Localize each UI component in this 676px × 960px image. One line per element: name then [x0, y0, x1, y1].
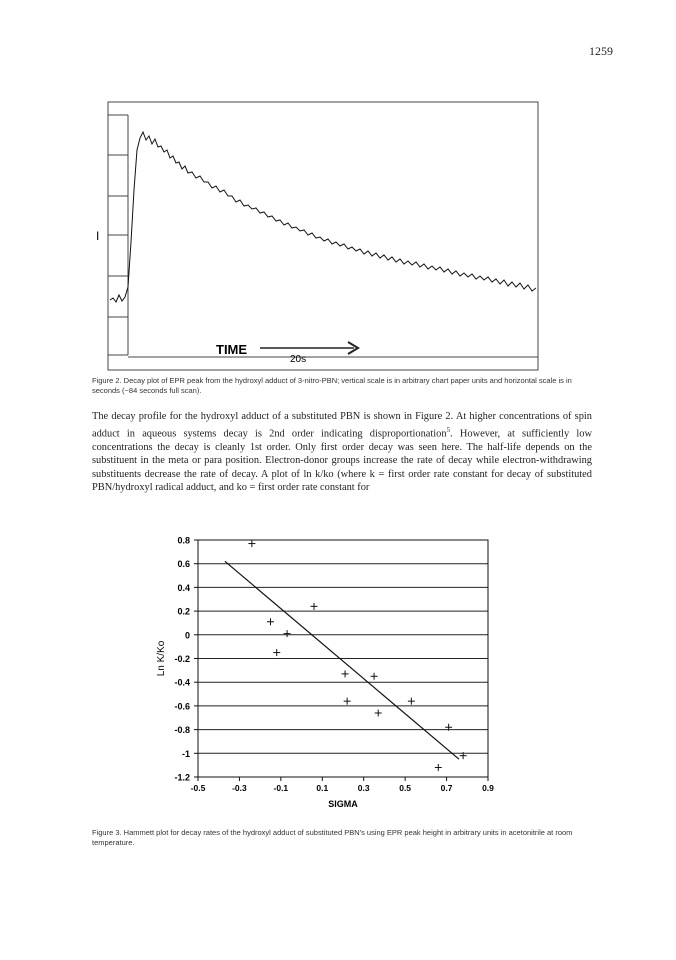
data-point-plus-marker: [284, 630, 291, 637]
figure-2-frame: [108, 102, 538, 370]
data-point-plus-marker: [371, 673, 378, 680]
y-tick-label: -0.2: [174, 654, 190, 664]
x-tick-label: -0.3: [232, 783, 247, 793]
y-tick-label: -1.2: [174, 772, 190, 783]
figure-3-data-points: [248, 540, 466, 771]
x-tick-label: 0.3: [357, 783, 370, 793]
x-tick-label: -0.1: [273, 783, 289, 793]
figure-2-decay-trace: [110, 132, 536, 302]
figure-2-scale-ticks: [108, 115, 538, 357]
data-point-plus-marker: [311, 603, 318, 610]
y-tick-label: -0.6: [174, 701, 190, 712]
x-tick-label: 0.9: [482, 783, 494, 793]
y-tick-label: 0.6: [177, 559, 190, 570]
x-tick-label: 0.5: [399, 783, 412, 793]
data-point-plus-marker: [375, 710, 382, 717]
y-tick-label: 0.4: [177, 582, 190, 593]
data-point-plus-marker: [248, 540, 255, 547]
figure-2-time-label: TIME: [216, 342, 248, 357]
data-point-plus-marker: [267, 618, 274, 625]
paragraph-part-1: The decay profile for the hydroxyl adduct of a substituted PBN is shown in Figure 2. At higher concentrations of spin adduct in aqueous systems decay is 2nd order indicating disproportionation: [92, 411, 592, 440]
x-tick-label: -0.5: [190, 783, 206, 793]
y-tick-label: 0.2: [177, 606, 190, 617]
figure-3-gridlines: [198, 564, 488, 754]
y-tick-label: 0.8: [177, 535, 190, 546]
figure-2-caption: Figure 2. Decay plot of EPR peak from the hydroxyl adduct of 3-nitro-PBN; vertical scale is in arbitrary chart paper units and horizontal scale is in seconds (~84 seconds full scan).: [92, 376, 572, 395]
figure-3-caption: Figure 3. Hammett plot for decay rates of the hydroxyl adduct of substituted PBN's using EPR peak height in arbitrary units in acetonitrile at room temperature.: [92, 828, 573, 847]
data-point-plus-marker: [408, 698, 415, 705]
reference-superscript: 5: [446, 425, 451, 434]
figure-2-decay-plot: [96, 102, 538, 370]
data-point-plus-marker: [342, 670, 349, 677]
y-tick-label: -0.8: [174, 725, 190, 736]
figure-2-y-label: I: [96, 229, 100, 243]
paragraph-part-2: . However, at sufficiently low concentrations the decay is cleanly 1st order. Only first order decay was seen here. The half-life depends on the substituent in the meta or para position. Electron-donor groups increase the rate of decay while electron-withdrawing substituents decrease the rate of decay. A plot of ln k/ko (where k = first order rate constant for decay of substituted PBN/hydroxyl radical adduct, and ko = first order rate constant for: [92, 428, 592, 494]
figure-3-x-axis-label: SIGMA: [328, 799, 358, 809]
y-tick-label: -1: [181, 748, 190, 759]
page-number: 1259: [589, 44, 613, 58]
figure-3-x-tick-labels: [191, 777, 495, 793]
figure-3-y-axis-label: Ln K/Ko: [156, 640, 167, 677]
data-point-plus-marker: [273, 649, 280, 656]
figure-2-time-unit: 20s: [290, 354, 307, 365]
figure-3-y-tick-labels: [174, 536, 198, 783]
x-tick-label: 0.7: [440, 783, 453, 793]
body-paragraph: [92, 410, 592, 495]
x-tick-label: 0.1: [316, 783, 329, 793]
data-point-plus-marker: [344, 698, 351, 705]
y-tick-label: 0: [184, 630, 190, 641]
figure-3-hammett-plot: [150, 532, 510, 820]
y-tick-label: -0.4: [174, 677, 190, 688]
data-point-plus-marker: [435, 764, 442, 771]
